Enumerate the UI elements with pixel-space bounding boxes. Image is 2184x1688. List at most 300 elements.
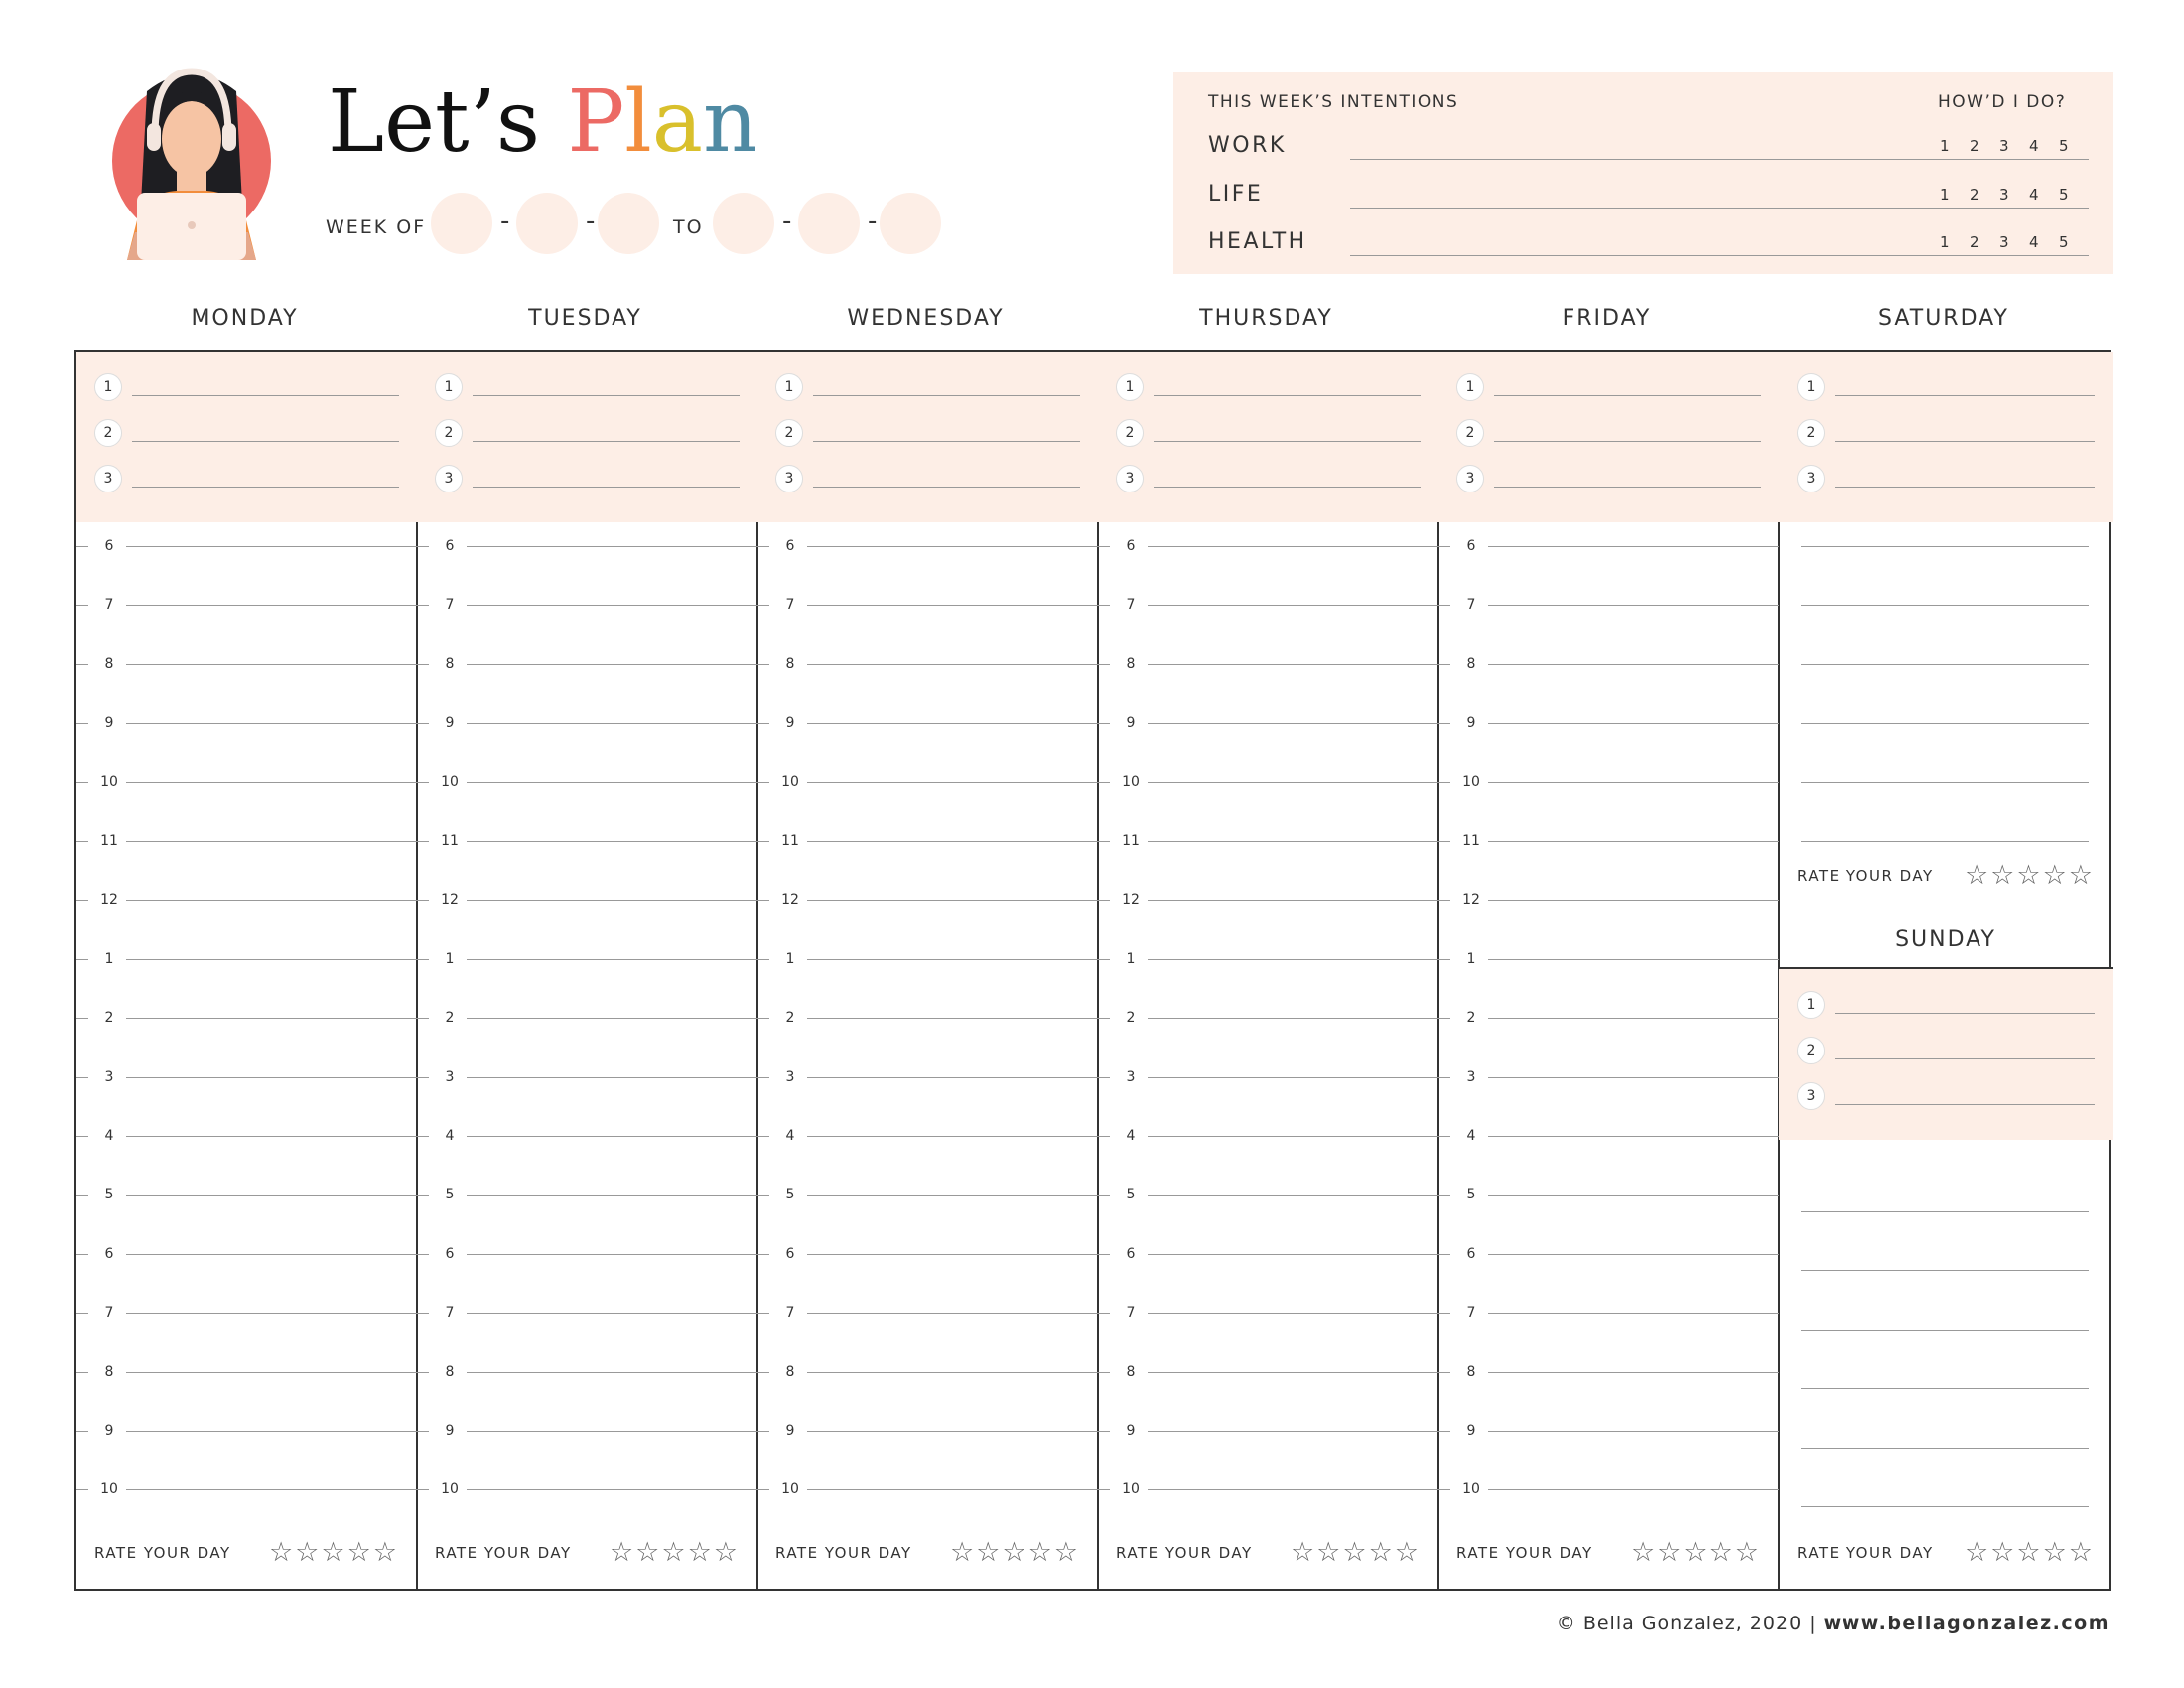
date-separator: - <box>586 207 596 236</box>
hour-write-line[interactable] <box>467 664 757 665</box>
hour-write-line[interactable] <box>807 1372 1098 1373</box>
hour-write-line[interactable] <box>1488 1018 1779 1019</box>
hour-slot[interactable] <box>76 1303 417 1323</box>
hour-write-line[interactable] <box>126 782 417 783</box>
hour-write-line[interactable] <box>467 1431 757 1432</box>
week-start-month-field[interactable] <box>431 193 492 254</box>
hour-slot[interactable] <box>1098 1067 1438 1087</box>
hour-write-line[interactable] <box>126 900 417 901</box>
hour-slot[interactable] <box>417 1303 757 1323</box>
hour-slot[interactable] <box>1098 773 1438 792</box>
website-link[interactable]: www.bellagonzalez.com <box>1823 1613 2110 1634</box>
sunday-write-line[interactable] <box>1801 1388 2089 1389</box>
week-start-year-field[interactable] <box>598 193 659 254</box>
rating-scale[interactable] <box>1940 137 2089 155</box>
hour-slot[interactable] <box>1098 1126 1438 1146</box>
hour-slot[interactable] <box>417 654 757 674</box>
rating-option[interactable]: 3 <box>1999 186 2009 204</box>
hour-write-line[interactable] <box>1148 959 1438 960</box>
hour-slot[interactable] <box>417 831 757 851</box>
priority-write-line[interactable] <box>473 441 740 442</box>
hour-tick <box>1438 1136 1450 1137</box>
hour-slot[interactable] <box>417 1479 757 1499</box>
hour-write-line[interactable] <box>126 841 417 842</box>
hour-tick <box>757 546 769 547</box>
hour-slot[interactable] <box>757 1303 1098 1323</box>
hour-write-line[interactable] <box>1488 841 1779 842</box>
hour-tick <box>1098 1489 1110 1490</box>
week-end-month-field[interactable] <box>713 193 774 254</box>
hour-slot[interactable] <box>757 1479 1098 1499</box>
hour-tick <box>757 1372 769 1373</box>
rating-option[interactable]: 1 <box>1940 233 1950 251</box>
date-separator: - <box>500 207 510 236</box>
hour-write-line[interactable] <box>1148 664 1438 665</box>
star-rating-icon[interactable]: ☆☆☆☆☆ <box>949 1537 1080 1568</box>
hour-slot[interactable] <box>417 949 757 969</box>
hour-write-line[interactable] <box>467 1077 757 1078</box>
hour-slot[interactable] <box>1098 890 1438 910</box>
hour-label: 7 <box>104 597 114 614</box>
hour-label: 6 <box>445 538 455 554</box>
hour-slot[interactable] <box>1098 536 1438 556</box>
hour-slot[interactable] <box>76 831 417 851</box>
hour-slot[interactable] <box>76 890 417 910</box>
hour-write-line[interactable] <box>1148 1136 1438 1137</box>
hour-slot[interactable] <box>1098 949 1438 969</box>
intention-write-line[interactable] <box>1350 255 2089 256</box>
hour-slot[interactable] <box>76 1008 417 1028</box>
hour-slot[interactable] <box>76 1126 417 1146</box>
hour-write-line[interactable] <box>467 1254 757 1255</box>
hour-slot[interactable] <box>76 949 417 969</box>
hour-write-line[interactable] <box>126 546 417 547</box>
hour-slot[interactable] <box>757 536 1098 556</box>
hour-slot[interactable] <box>757 773 1098 792</box>
hour-tick <box>1438 1372 1450 1373</box>
title-segment: l <box>624 72 652 172</box>
hour-slot[interactable] <box>757 1421 1098 1441</box>
sunday-write-line[interactable] <box>1801 1506 2089 1507</box>
hour-write-line[interactable] <box>807 1431 1098 1432</box>
hour-write-line[interactable] <box>1148 1254 1438 1255</box>
hour-write-line[interactable] <box>807 1254 1098 1255</box>
priority-number: 3 <box>1797 1082 1825 1110</box>
hour-slot[interactable] <box>757 1362 1098 1382</box>
date-separator: - <box>868 207 878 236</box>
priority-item <box>435 373 740 403</box>
hour-slot[interactable] <box>76 1362 417 1382</box>
hour-write-line[interactable] <box>1148 546 1438 547</box>
hour-slot[interactable] <box>1438 1067 1779 1087</box>
hour-label: 7 <box>1126 1305 1136 1322</box>
hour-tick <box>417 1313 429 1314</box>
sunday-write-line[interactable] <box>1801 1270 2089 1271</box>
hour-slot[interactable] <box>1098 1362 1438 1382</box>
hour-write-line[interactable] <box>467 1018 757 1019</box>
hour-write-line[interactable] <box>807 664 1098 665</box>
priority-write-line[interactable] <box>813 441 1080 442</box>
hour-write-line[interactable] <box>1148 605 1438 606</box>
hour-write-line[interactable] <box>126 1136 417 1137</box>
day-header-wednesday: WEDNESDAY <box>847 306 1005 331</box>
hour-write-line[interactable] <box>807 546 1098 547</box>
priority-write-line[interactable] <box>1835 1058 2095 1059</box>
hour-write-line[interactable] <box>807 605 1098 606</box>
priority-write-line[interactable] <box>473 487 740 488</box>
hour-write-line[interactable] <box>126 1195 417 1196</box>
hour-write-line[interactable] <box>126 959 417 960</box>
hour-slot[interactable] <box>1438 1362 1779 1382</box>
priority-write-line[interactable] <box>473 395 740 396</box>
hour-slot[interactable] <box>417 1362 757 1382</box>
hour-write-line[interactable] <box>467 1372 757 1373</box>
hour-slot[interactable] <box>757 949 1098 969</box>
hour-slot[interactable] <box>757 1185 1098 1204</box>
hour-write-line[interactable] <box>1488 1254 1779 1255</box>
hour-slot[interactable] <box>417 1185 757 1204</box>
hour-write-line[interactable] <box>126 1077 417 1078</box>
rating-option[interactable]: 5 <box>2059 186 2069 204</box>
hour-tick <box>76 664 88 665</box>
hour-write-line[interactable] <box>467 782 757 783</box>
hour-slot[interactable] <box>1098 1479 1438 1499</box>
priority-number: 1 <box>775 373 803 401</box>
hour-label: 10 <box>1122 774 1140 790</box>
hour-slot[interactable] <box>76 595 417 615</box>
hour-write-line[interactable] <box>1148 1313 1438 1314</box>
rating-option[interactable]: 5 <box>2059 137 2069 155</box>
hour-label: 7 <box>1126 597 1136 614</box>
hour-write-line[interactable] <box>1488 900 1779 901</box>
hour-write-line[interactable] <box>1148 841 1438 842</box>
hour-write-line[interactable] <box>126 664 417 665</box>
day-column-friday <box>1438 352 1779 1589</box>
hour-slot[interactable] <box>1438 1244 1779 1264</box>
hour-write-line[interactable] <box>467 1489 757 1490</box>
priority-item <box>1797 991 2095 1021</box>
hour-write-line[interactable] <box>1148 1077 1438 1078</box>
hour-write-line[interactable] <box>1148 723 1438 724</box>
hour-write-line[interactable] <box>807 841 1098 842</box>
hour-slot[interactable] <box>757 654 1098 674</box>
hour-write-line[interactable] <box>1488 1431 1779 1432</box>
hour-slot[interactable] <box>1438 1479 1779 1499</box>
hour-slot[interactable] <box>1438 1185 1779 1204</box>
hour-slot[interactable] <box>417 536 757 556</box>
hour-write-line[interactable] <box>1148 900 1438 901</box>
hour-slot[interactable] <box>1438 654 1779 674</box>
intention-row-work <box>1173 127 2113 167</box>
intention-row-health <box>1173 223 2113 263</box>
hour-write-line[interactable] <box>1488 546 1779 547</box>
hour-slot[interactable] <box>417 595 757 615</box>
week-start-day-field[interactable] <box>516 193 578 254</box>
intention-row-life <box>1173 176 2113 215</box>
rating-option[interactable]: 1 <box>1940 186 1950 204</box>
hour-label: 6 <box>1466 1245 1476 1262</box>
hour-slot[interactable] <box>417 1244 757 1264</box>
rate-your-day-label: RATE YOUR DAY <box>775 1544 912 1562</box>
hour-slot[interactable] <box>757 595 1098 615</box>
hour-write-line[interactable] <box>807 782 1098 783</box>
priority-write-line[interactable] <box>1154 395 1421 396</box>
hour-write-line[interactable] <box>126 723 417 724</box>
priority-write-line[interactable] <box>1835 487 2095 488</box>
hour-write-line[interactable] <box>807 1313 1098 1314</box>
saturday-write-line[interactable] <box>1801 841 2089 842</box>
hour-label: 4 <box>104 1128 114 1144</box>
hour-tick <box>1098 1431 1110 1432</box>
hour-write-line[interactable] <box>807 900 1098 901</box>
hour-slot[interactable] <box>1438 1303 1779 1323</box>
priority-item <box>94 373 399 403</box>
hour-slot[interactable] <box>76 1244 417 1264</box>
hour-write-line[interactable] <box>467 841 757 842</box>
priority-write-line[interactable] <box>1494 487 1761 488</box>
hour-write-line[interactable] <box>126 1431 417 1432</box>
hour-slot[interactable] <box>1438 890 1779 910</box>
hour-label: 6 <box>1126 538 1136 554</box>
hour-label: 12 <box>441 892 459 909</box>
top-priorities-section <box>417 352 757 522</box>
rating-scale[interactable] <box>1940 186 2089 204</box>
star-rating-icon[interactable]: ☆☆☆☆☆ <box>1290 1537 1421 1568</box>
hour-slot[interactable] <box>417 1067 757 1087</box>
hour-write-line[interactable] <box>807 1018 1098 1019</box>
hour-write-line[interactable] <box>807 1489 1098 1490</box>
hour-slot[interactable] <box>1098 1185 1438 1204</box>
hour-tick <box>76 900 88 901</box>
hour-tick <box>76 1077 88 1078</box>
hour-slot[interactable] <box>1438 536 1779 556</box>
hour-label: 8 <box>1466 655 1476 672</box>
hour-slot[interactable] <box>417 1421 757 1441</box>
rating-option[interactable]: 4 <box>2029 186 2039 204</box>
hour-write-line[interactable] <box>1488 1077 1779 1078</box>
hour-slot[interactable] <box>76 536 417 556</box>
hour-write-line[interactable] <box>467 605 757 606</box>
day-header-saturday: SATURDAY <box>1878 306 2009 331</box>
priority-write-line[interactable] <box>813 487 1080 488</box>
hour-write-line[interactable] <box>807 1195 1098 1196</box>
hour-write-line[interactable] <box>1488 1195 1779 1196</box>
saturday-write-line[interactable] <box>1801 664 2089 665</box>
rating-option[interactable]: 1 <box>1940 137 1950 155</box>
hour-slot[interactable] <box>76 1421 417 1441</box>
hour-tick <box>757 1077 769 1078</box>
priority-write-line[interactable] <box>1835 1104 2095 1105</box>
priority-write-line[interactable] <box>1154 487 1421 488</box>
hour-tick <box>757 664 769 665</box>
star-rating-icon[interactable]: ☆☆☆☆☆ <box>1630 1537 1761 1568</box>
rate-your-day <box>1456 1538 1761 1568</box>
hour-slot[interactable] <box>1438 713 1779 733</box>
hour-slot[interactable] <box>417 890 757 910</box>
hour-write-line[interactable] <box>126 1489 417 1490</box>
rating-option[interactable]: 4 <box>2029 137 2039 155</box>
star-rating-icon[interactable]: ☆☆☆☆☆ <box>268 1537 399 1568</box>
sunday-write-line[interactable] <box>1801 1330 2089 1331</box>
hour-write-line[interactable] <box>1488 664 1779 665</box>
hour-write-line[interactable] <box>1148 1489 1438 1490</box>
hour-label: 7 <box>445 1305 455 1322</box>
hour-tick <box>76 1136 88 1137</box>
hour-write-line[interactable] <box>1148 1431 1438 1432</box>
hour-slot[interactable] <box>76 1479 417 1499</box>
saturday-write-line[interactable] <box>1801 723 2089 724</box>
hour-write-line[interactable] <box>467 723 757 724</box>
rate-your-day <box>1797 861 2095 891</box>
hour-label: 5 <box>104 1187 114 1203</box>
hour-write-line[interactable] <box>1488 959 1779 960</box>
saturday-write-line[interactable] <box>1801 605 2089 606</box>
hour-write-line[interactable] <box>1488 1489 1779 1490</box>
hour-slot[interactable] <box>1438 949 1779 969</box>
priority-write-line[interactable] <box>1494 441 1761 442</box>
intention-write-line[interactable] <box>1350 159 2089 160</box>
hour-write-line[interactable] <box>1148 1372 1438 1373</box>
hour-write-line[interactable] <box>1488 1136 1779 1137</box>
hour-tick <box>417 1018 429 1019</box>
hour-slot[interactable] <box>757 1067 1098 1087</box>
hour-slot[interactable] <box>1438 595 1779 615</box>
hour-tick <box>417 1254 429 1255</box>
hour-slot[interactable] <box>76 713 417 733</box>
hour-label: 9 <box>1126 1423 1136 1439</box>
day-column-monday <box>76 352 417 1589</box>
hour-slot[interactable] <box>1098 1244 1438 1264</box>
hour-write-line[interactable] <box>467 959 757 960</box>
hour-slot[interactable] <box>757 1008 1098 1028</box>
hour-slot[interactable] <box>1438 1008 1779 1028</box>
priority-write-line[interactable] <box>1835 1013 2095 1014</box>
star-rating-icon[interactable]: ☆☆☆☆☆ <box>1964 860 2095 891</box>
hour-write-line[interactable] <box>126 1254 417 1255</box>
hour-write-line[interactable] <box>1488 1313 1779 1314</box>
saturday-write-line[interactable] <box>1801 546 2089 547</box>
hour-slot[interactable] <box>757 713 1098 733</box>
hour-write-line[interactable] <box>1488 782 1779 783</box>
hour-write-line[interactable] <box>467 546 757 547</box>
hour-slot[interactable] <box>1098 1421 1438 1441</box>
hour-slot[interactable] <box>1098 654 1438 674</box>
week-end-year-field[interactable] <box>880 193 941 254</box>
rating-option[interactable]: 2 <box>1970 137 1979 155</box>
saturday-write-line[interactable] <box>1801 782 2089 783</box>
top-priorities-section <box>1098 352 1438 522</box>
hour-write-line[interactable] <box>1148 1195 1438 1196</box>
hour-slot[interactable] <box>417 713 757 733</box>
rating-option[interactable]: 3 <box>1999 233 2009 251</box>
hour-tick <box>417 605 429 606</box>
hour-write-line[interactable] <box>807 959 1098 960</box>
hour-slot[interactable] <box>76 654 417 674</box>
hour-slot[interactable] <box>76 1185 417 1204</box>
intention-write-line[interactable] <box>1350 208 2089 209</box>
hour-slot[interactable] <box>1438 1126 1779 1146</box>
hour-slot[interactable] <box>1438 773 1779 792</box>
hour-tick <box>1438 1489 1450 1490</box>
rate-your-day-label: RATE YOUR DAY <box>1797 867 1934 885</box>
hour-label: 9 <box>104 1423 114 1439</box>
hour-write-line[interactable] <box>467 1195 757 1196</box>
hour-write-line[interactable] <box>467 1313 757 1314</box>
hour-tick <box>76 605 88 606</box>
hour-slot[interactable] <box>1098 713 1438 733</box>
page-title <box>328 68 757 177</box>
priority-write-line[interactable] <box>1494 395 1761 396</box>
hour-slot[interactable] <box>1438 831 1779 851</box>
hour-tick <box>757 1195 769 1196</box>
hour-tick <box>1098 1195 1110 1196</box>
hour-write-line[interactable] <box>1148 782 1438 783</box>
hour-write-line[interactable] <box>807 1077 1098 1078</box>
star-rating-icon[interactable]: ☆☆☆☆☆ <box>609 1537 740 1568</box>
hour-label: 11 <box>1462 833 1480 849</box>
hour-write-line[interactable] <box>126 605 417 606</box>
hour-write-line[interactable] <box>1148 1018 1438 1019</box>
hour-slot[interactable] <box>1098 1008 1438 1028</box>
hour-slot[interactable] <box>757 1244 1098 1264</box>
hour-write-line[interactable] <box>1488 605 1779 606</box>
hour-slot[interactable] <box>1098 1303 1438 1323</box>
hour-write-line[interactable] <box>1488 723 1779 724</box>
hour-write-line[interactable] <box>467 900 757 901</box>
priority-write-line[interactable] <box>1835 395 2095 396</box>
rating-option[interactable]: 4 <box>2029 233 2039 251</box>
sunday-write-line[interactable] <box>1801 1211 2089 1212</box>
rating-option[interactable]: 3 <box>1999 137 2009 155</box>
priority-write-line[interactable] <box>1154 441 1421 442</box>
priority-write-line[interactable] <box>132 487 399 488</box>
rating-option[interactable]: 2 <box>1970 186 1979 204</box>
week-end-day-field[interactable] <box>798 193 860 254</box>
sunday-write-line[interactable] <box>1801 1448 2089 1449</box>
priority-write-line[interactable] <box>1835 441 2095 442</box>
star-rating-icon[interactable]: ☆☆☆☆☆ <box>1964 1537 2095 1568</box>
hour-slot[interactable] <box>757 1126 1098 1146</box>
priority-item <box>1797 373 2095 403</box>
hour-write-line[interactable] <box>1488 1372 1779 1373</box>
hour-write-line[interactable] <box>807 723 1098 724</box>
hour-write-line[interactable] <box>467 1136 757 1137</box>
hour-label: 1 <box>785 950 795 967</box>
hour-slot[interactable] <box>1098 831 1438 851</box>
priority-write-line[interactable] <box>132 441 399 442</box>
hour-slot[interactable] <box>757 890 1098 910</box>
priority-write-line[interactable] <box>813 395 1080 396</box>
rate-your-day <box>435 1538 740 1568</box>
hour-slot[interactable] <box>1438 1421 1779 1441</box>
intention-label: HEALTH <box>1208 229 1307 254</box>
hour-write-line[interactable] <box>126 1018 417 1019</box>
rating-option[interactable]: 2 <box>1970 233 1979 251</box>
rating-scale[interactable] <box>1940 233 2089 251</box>
hour-write-line[interactable] <box>126 1313 417 1314</box>
hour-slot[interactable] <box>76 1067 417 1087</box>
hour-write-line[interactable] <box>807 1136 1098 1137</box>
rating-option[interactable]: 5 <box>2059 233 2069 251</box>
hour-slot[interactable] <box>76 773 417 792</box>
hour-write-line[interactable] <box>126 1372 417 1373</box>
hour-slot[interactable] <box>417 1008 757 1028</box>
hour-slot[interactable] <box>417 773 757 792</box>
hour-slot[interactable] <box>1098 595 1438 615</box>
hour-slot[interactable] <box>417 1126 757 1146</box>
hour-slot[interactable] <box>757 831 1098 851</box>
priority-write-line[interactable] <box>132 395 399 396</box>
